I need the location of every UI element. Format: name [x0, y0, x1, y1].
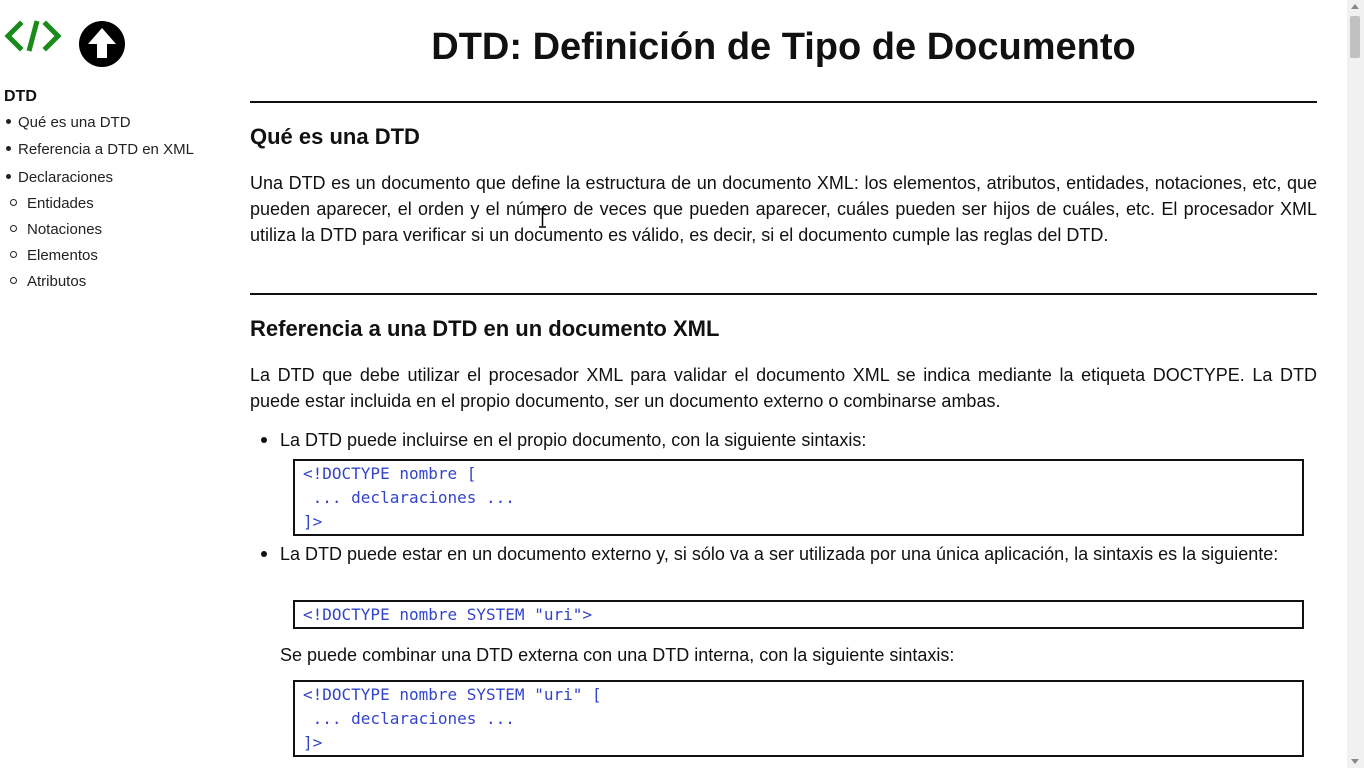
sidebar-item-declaraciones[interactable]: [6, 169, 113, 186]
code-brackets-icon[interactable]: [4, 18, 62, 54]
sidebar-item-referencia[interactable]: [6, 141, 194, 158]
page-title: DTD: Definición de Tipo de Documento: [431, 26, 1136, 68]
sidebar-item-entidades[interactable]: [10, 195, 94, 212]
bullet: [10, 277, 17, 284]
text-cursor-icon: [538, 208, 547, 228]
bullet: [10, 199, 17, 206]
sidebar-item-label: Atributos: [27, 273, 87, 290]
divider: [250, 293, 1317, 295]
section-heading: Referencia a una DTD en un documento XML: [250, 316, 720, 341]
list-item: [262, 541, 1317, 567]
sidebar-item-label: Declaraciones: [18, 169, 114, 186]
sidebar-item-notaciones[interactable]: [10, 221, 102, 238]
scrollbar-thumb[interactable]: [1350, 16, 1360, 58]
vertical-scrollbar[interactable]: [1347, 0, 1364, 768]
list-item-text: La DTD puede incluirse en el propio documento, con la siguiente sintaxis:: [280, 430, 867, 450]
bullet: [6, 174, 11, 179]
sidebar-item-que-es-una-dtd[interactable]: [6, 114, 131, 131]
list-item-text: Se puede combinar una DTD externa con una DTD interna, con la siguiente sintaxis:: [280, 645, 955, 665]
section-paragraph: Una DTD es un documento que define la estructura de un documento XML: los elementos, atributos, entidades, notaciones, etc, que pueden aparecer, el orden y el número de veces que pueden aparecer, cuáles pueden ser hijos de cuáles, etc. El procesador XML utiliza la DTD para verificar si un documento es válido, es decir, si el documento cumple las reglas del DTD.: [250, 173, 1317, 245]
sidebar-item-atributos[interactable]: [10, 273, 86, 290]
bullet: [10, 225, 17, 232]
sidebar-item-label: Entidades: [27, 195, 94, 212]
scroll-up-icon[interactable]: [1351, 4, 1359, 9]
sidebar-item-label: Referencia a DTD en XML: [18, 141, 194, 158]
section-paragraph: La DTD que debe utilizar el procesador XML para validar el documento XML se indica mediante la etiqueta DOCTYPE. La DTD puede estar incluida en el propio documento, ser un documento externo o combinarse ambas.: [250, 365, 1317, 411]
list-item-text: La DTD puede estar en un documento externo y, si sólo va a ser utilizada por una única aplicación, la sintaxis es la siguiente:: [280, 544, 1279, 564]
bullet: [261, 437, 267, 443]
bullet: [261, 551, 267, 557]
sidebar: [0, 0, 235, 768]
scroll-down-icon[interactable]: [1351, 759, 1359, 764]
sidebar-item-label: Qué es una DTD: [18, 114, 131, 131]
sidebar-item-label: Notaciones: [27, 221, 103, 238]
sidebar-item-label: Elementos: [27, 247, 98, 264]
arrow-up-circle-icon[interactable]: [78, 20, 126, 68]
bullet: [6, 119, 11, 124]
section-heading: Qué es una DTD: [250, 124, 420, 149]
bullet: [6, 146, 11, 151]
code-block: <!DOCTYPE nombre [ ... declaraciones ... ]>: [293, 459, 1304, 536]
code-block: <!DOCTYPE nombre SYSTEM "uri" [ ... declaraciones ... ]>: [293, 680, 1304, 757]
code-block: <!DOCTYPE nombre SYSTEM "uri">: [293, 600, 1304, 629]
divider: [250, 101, 1317, 103]
sidebar-title: DTD: [4, 88, 37, 105]
sidebar-item-elementos[interactable]: [10, 247, 98, 264]
list-item: [262, 427, 1317, 453]
bullet: [10, 251, 17, 258]
